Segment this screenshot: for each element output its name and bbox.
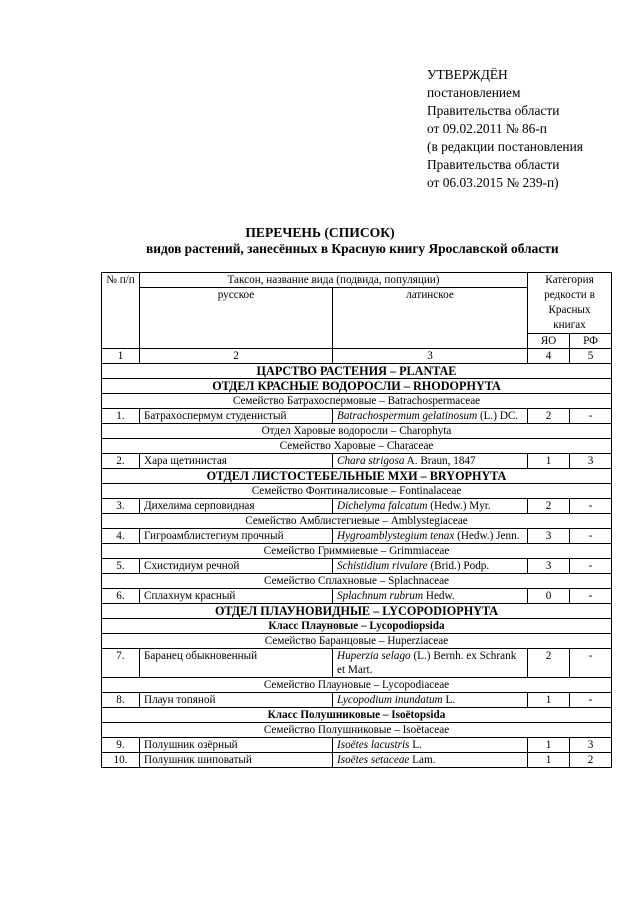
division-heading: ОТДЕЛ ПЛАУНОВИДНЫЕ – LYCOPODIOPHYTA bbox=[102, 604, 612, 619]
latin-author: L. bbox=[445, 694, 456, 706]
species-latin-name bbox=[333, 738, 528, 753]
family-row bbox=[102, 424, 612, 439]
species-row bbox=[102, 529, 612, 544]
species-table bbox=[101, 272, 612, 768]
division-row bbox=[102, 379, 612, 394]
species-number: 6. bbox=[102, 589, 140, 604]
class-row bbox=[102, 708, 612, 723]
latin-author: (L.) Bernh. ex Schrank et Mart. bbox=[337, 650, 517, 676]
latin-author: (Hedw.) Jenn. bbox=[457, 530, 520, 542]
family-row bbox=[102, 634, 612, 649]
family-heading: Отдел Харовые водоросли – Charophyta bbox=[102, 424, 612, 439]
species-number: 3. bbox=[102, 499, 140, 514]
species-latin-name bbox=[333, 409, 528, 424]
category-rf: - bbox=[570, 693, 612, 708]
division-heading: ОТДЕЛ КРАСНЫЕ ВОДОРОСЛИ – RHODOPHYTA bbox=[102, 379, 612, 394]
species-latin-name bbox=[333, 529, 528, 544]
latin-binomial: Isoëtes lacustris bbox=[337, 739, 410, 751]
family-row bbox=[102, 723, 612, 738]
latin-binomial: Isoëtes setaceae bbox=[337, 754, 410, 766]
family-heading: Семейство Амблистегиевые – Amblystegiaceae bbox=[102, 514, 612, 529]
species-latin-name bbox=[333, 559, 528, 574]
category-yao: 0 bbox=[528, 589, 570, 604]
approval-line: от 09.02.2011 № 86-п bbox=[427, 121, 547, 136]
species-russian-name: Сплахнум красный bbox=[140, 589, 333, 604]
family-heading: Семейство Харовые – Characeae bbox=[102, 439, 612, 454]
species-russian-name: Схистидиум речной bbox=[140, 559, 333, 574]
latin-author: L. bbox=[412, 739, 422, 751]
approval-line: Правительства области bbox=[427, 157, 560, 172]
latin-author: (Hedw.) Myr. bbox=[430, 500, 491, 512]
species-russian-name: Плаун топяной bbox=[140, 693, 333, 708]
species-russian-name: Баранец обыкновенный bbox=[140, 649, 333, 678]
species-row bbox=[102, 649, 612, 678]
family-heading: Семейство Баранцовые – Huperziaceae bbox=[102, 634, 612, 649]
class-row bbox=[102, 619, 612, 634]
family-heading: Семейство Гриммиевые – Grimmiaceae bbox=[102, 544, 612, 559]
latin-author: Hedw. bbox=[425, 590, 455, 602]
family-row bbox=[102, 678, 612, 693]
latin-binomial: Batrachospermum gelatinosum bbox=[337, 410, 478, 422]
species-row bbox=[102, 693, 612, 708]
approval-line: постановлением bbox=[427, 85, 521, 100]
document-title: ПЕРЕЧЕНЬ (СПИСОК) bbox=[245, 225, 395, 240]
category-yao: 1 bbox=[528, 738, 570, 753]
header-num: № п/п bbox=[102, 273, 140, 349]
family-heading: Семейство Плауновые – Lycopodiaceae bbox=[102, 678, 612, 693]
species-number: 1. bbox=[102, 409, 140, 424]
latin-binomial: Hygroamblystegium tenax bbox=[337, 530, 455, 542]
species-number: 4. bbox=[102, 529, 140, 544]
category-yao: 2 bbox=[528, 499, 570, 514]
species-row bbox=[102, 499, 612, 514]
family-row bbox=[102, 574, 612, 589]
species-russian-name: Дихелима серповидная bbox=[140, 499, 333, 514]
category-rf: - bbox=[570, 529, 612, 544]
approval-block bbox=[427, 66, 583, 192]
division-heading: ОТДЕЛ ЛИСТОСТЕБЕЛЬНЫЕ МХИ – BRYOPHYTA bbox=[102, 469, 612, 484]
col-number: 3 bbox=[333, 349, 528, 364]
species-latin-name bbox=[333, 499, 528, 514]
species-russian-name: Полушник шиповатый bbox=[140, 753, 333, 768]
category-yao: 2 bbox=[528, 409, 570, 424]
family-heading: Семейство Фонтиналисовые – Fontinalaceae bbox=[102, 484, 612, 499]
kingdom-heading: ЦАРСТВО РАСТЕНИЯ – PLANTAE bbox=[102, 364, 612, 379]
family-row bbox=[102, 484, 612, 499]
header-yao: ЯО bbox=[528, 334, 570, 349]
species-number: 9. bbox=[102, 738, 140, 753]
family-row bbox=[102, 544, 612, 559]
category-rf: 2 bbox=[570, 753, 612, 768]
latin-binomial: Lycopodium inundatum bbox=[337, 694, 443, 706]
kingdom-row bbox=[102, 364, 612, 379]
species-russian-name: Полушник озёрный bbox=[140, 738, 333, 753]
class-heading: Класс Плауновые – Lycopodiopsida bbox=[102, 619, 612, 634]
category-rf: - bbox=[570, 649, 612, 678]
family-row bbox=[102, 514, 612, 529]
species-number: 10. bbox=[102, 753, 140, 768]
category-rf: 3 bbox=[570, 454, 612, 469]
category-rf: - bbox=[570, 409, 612, 424]
species-russian-name: Хара щетинистая bbox=[140, 454, 333, 469]
latin-author: A. Braun, 1847 bbox=[406, 455, 476, 467]
species-number: 7. bbox=[102, 649, 140, 678]
species-number: 2. bbox=[102, 454, 140, 469]
category-rf: - bbox=[570, 499, 612, 514]
species-row bbox=[102, 738, 612, 753]
species-number: 5. bbox=[102, 559, 140, 574]
header-category: Категория редкости в Красных книгах bbox=[528, 273, 612, 334]
species-russian-name: Гигроамблистегиум прочный bbox=[140, 529, 333, 544]
latin-binomial: Chara strigosa bbox=[337, 455, 405, 467]
latin-author: Lam. bbox=[412, 754, 436, 766]
species-latin-name bbox=[333, 454, 528, 469]
species-row bbox=[102, 409, 612, 424]
category-rf: 3 bbox=[570, 738, 612, 753]
approval-line: (в редакции постановления bbox=[427, 139, 583, 154]
species-row bbox=[102, 753, 612, 768]
col-number: 4 bbox=[528, 349, 570, 364]
header-rf: РФ bbox=[570, 334, 612, 349]
species-latin-name bbox=[333, 649, 528, 678]
col-number: 5 bbox=[570, 349, 612, 364]
family-row bbox=[102, 394, 612, 409]
species-number: 8. bbox=[102, 693, 140, 708]
family-heading: Семейство Батрахоспермовые – Batrachospermaceae bbox=[102, 394, 612, 409]
category-yao: 1 bbox=[528, 753, 570, 768]
latin-binomial: Huperzia selago bbox=[337, 650, 411, 662]
category-yao: 2 bbox=[528, 649, 570, 678]
header-taxon: Таксон, название вида (подвида, популяции) bbox=[140, 273, 528, 288]
latin-author: (L.) DC. bbox=[479, 410, 519, 422]
species-row bbox=[102, 589, 612, 604]
category-yao: 3 bbox=[528, 529, 570, 544]
latin-binomial: Schistidium rivulare bbox=[337, 560, 428, 572]
category-yao: 3 bbox=[528, 559, 570, 574]
family-heading: Семейство Сплахновые – Splachnaceae bbox=[102, 574, 612, 589]
category-yao: 1 bbox=[528, 693, 570, 708]
document-subtitle: видов растений, занесённых в Красную книгу Ярославской области bbox=[146, 241, 559, 256]
species-latin-name bbox=[333, 589, 528, 604]
species-row bbox=[102, 454, 612, 469]
header-latin: латинское bbox=[333, 288, 528, 349]
latin-binomial: Splachnum rubrum bbox=[337, 590, 424, 602]
division-row bbox=[102, 469, 612, 484]
latin-binomial: Dichelyma falcatum bbox=[337, 500, 428, 512]
class-heading: Класс Полушниковые – Isoëtopsida bbox=[102, 708, 612, 723]
family-heading: Семейство Полушниковые – Isoëtaceae bbox=[102, 723, 612, 738]
approval-line: Правительства области bbox=[427, 103, 560, 118]
col-number: 2 bbox=[140, 349, 333, 364]
approval-line: от 06.03.2015 № 239-п) bbox=[427, 175, 559, 190]
species-latin-name bbox=[333, 753, 528, 768]
category-yao: 1 bbox=[528, 454, 570, 469]
header-russian: русское bbox=[140, 288, 333, 349]
category-rf: - bbox=[570, 589, 612, 604]
approval-line: УТВЕРЖДЁН bbox=[427, 67, 508, 82]
family-row bbox=[102, 439, 612, 454]
division-row bbox=[102, 604, 612, 619]
latin-author: (Brid.) Podp. bbox=[430, 560, 490, 572]
species-russian-name: Батраxоспермум студенистый bbox=[140, 409, 333, 424]
category-rf: - bbox=[570, 559, 612, 574]
species-row bbox=[102, 559, 612, 574]
species-latin-name bbox=[333, 693, 528, 708]
col-number: 1 bbox=[102, 349, 140, 364]
